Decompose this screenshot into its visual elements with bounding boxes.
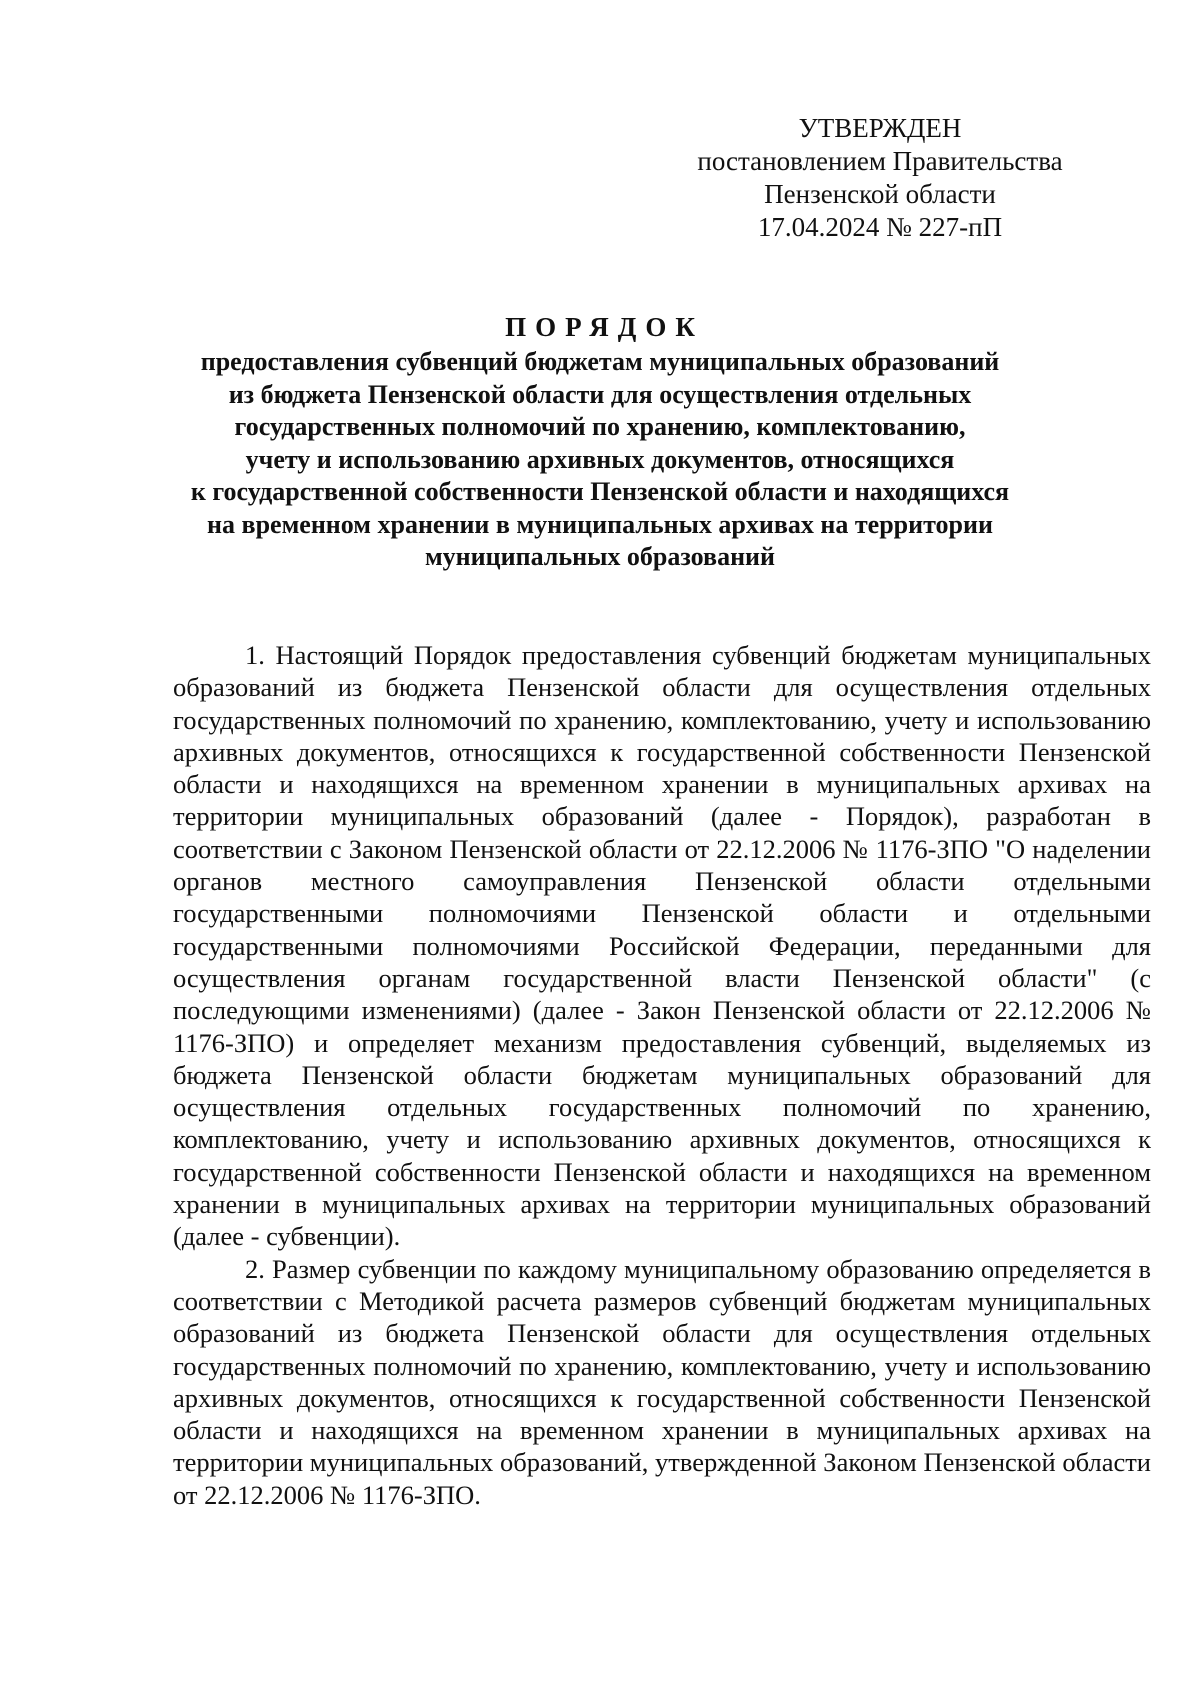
approval-status: УТВЕРЖДЕН bbox=[798, 113, 962, 143]
subtitle-line: на временном хранении в муниципальных архивах на территории bbox=[207, 509, 993, 539]
approval-stamp bbox=[640, 112, 1120, 244]
paragraph-1: 1. Настоящий Порядок предоставления субвенций бюджетам муниципальных образований из бюджета Пензенской области для осуществления отдельных государственных полномочий по хранению, комплектованию, учету и использованию архивных документов, относящихся к государственной собственности Пензенской области и находящихся на временном хранении в муниципальных архивах на территории муниципальных образований (далее - Порядок), разработан в соответствии с Законом Пензенской области от 22.12.2006 № 1176-ЗПО "О наделении органов местного самоуправления Пензенской области отдельными государственными полномочиями Пензенской области и отдельными государственными полномочиями Российской Федерации, переданными для осуществления органам государственной власти Пензенской области" (с последующими изменениями) (далее - Закон Пензенской области от 22.12.2006 № 1176-ЗПО) и определяет механизм предоставления субвенций, выделяемых из бюджета Пензенской области бюджетам муниципальных образований для осуществления отдельных государственных полномочий по хранению, комплектованию, учету и использованию архивных документов, относящихся к государственной собственности Пензенской области и находящихся на временном хранении в муниципальных архивах на территории муниципальных образований (далее - субвенции). bbox=[173, 640, 1151, 1252]
approval-date-number: 17.04.2024 № 227-пП bbox=[757, 212, 1003, 242]
subtitle-line: из бюджета Пензенской области для осуществления отдельных bbox=[228, 379, 972, 409]
subtitle-line: муниципальных образований bbox=[424, 542, 776, 571]
subtitle-line: к государственной собственности Пензенской области и находящихся bbox=[190, 477, 1010, 506]
document-body bbox=[173, 639, 1151, 1511]
document-title: ПОРЯДОК bbox=[505, 312, 704, 342]
approval-authority: постановлением Правительства bbox=[697, 146, 1063, 176]
subtitle-line: предоставления субвенций бюджетам муниципальных образований bbox=[200, 347, 1000, 376]
document-heading bbox=[160, 311, 1040, 574]
subtitle-line: государственных полномочий по хранению, комплектованию, bbox=[234, 412, 966, 441]
paragraph-2: 2. Размер субвенции по каждому муниципальному образованию определяется в соответствии с Методикой расчета размеров субвенций бюджетам муниципальных образований из бюджета Пензенской области для осуществления отдельных государственных полномочий по хранению, комплектованию, учету и использованию архивных документов, относящихся к государственной собственности Пензенской области и находящихся на временном хранении в муниципальных архивах на территории муниципальных образований, утвержденной Законом Пензенской области от 22.12.2006 № 1176-ЗПО. bbox=[173, 1253, 1151, 1510]
approval-region: Пензенской области bbox=[764, 179, 996, 209]
subtitle-line: учету и использованию архивных документов, относящихся bbox=[245, 444, 955, 474]
